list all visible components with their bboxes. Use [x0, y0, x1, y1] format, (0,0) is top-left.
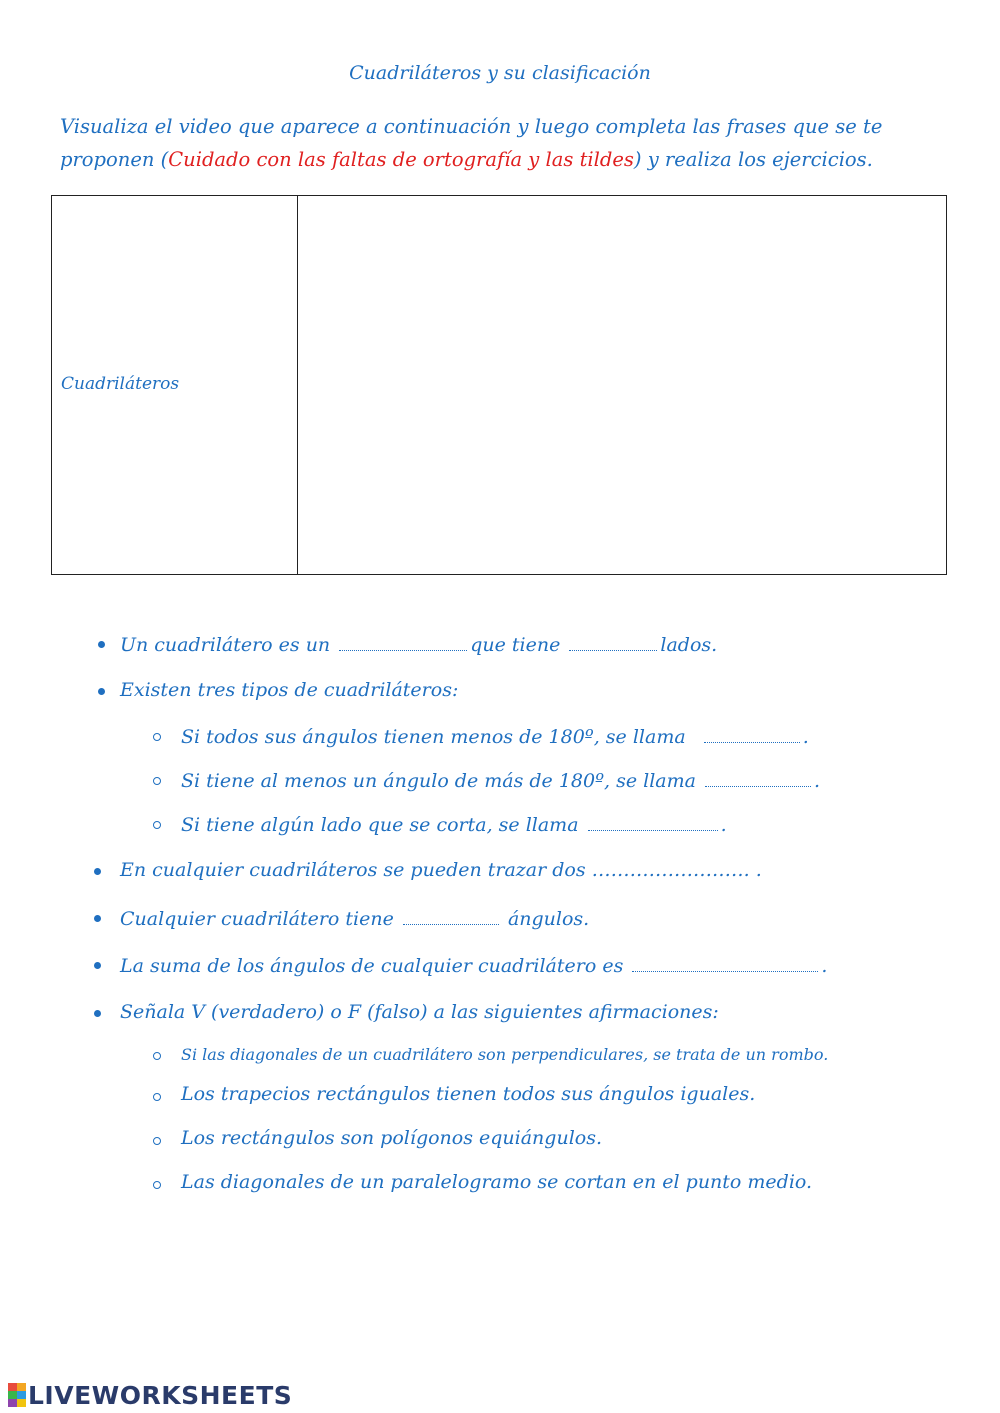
answer-blank-angles[interactable]	[403, 906, 499, 925]
sentence-text: .	[814, 770, 821, 792]
table-label-cell	[52, 196, 298, 574]
liveworksheets-logo	[8, 1381, 292, 1409]
sentence-text: ángulos.	[507, 908, 590, 930]
sentence-concave	[181, 768, 820, 792]
bullet-icon	[94, 962, 101, 969]
liveworksheets-logo-icon	[8, 1383, 26, 1407]
liveworksheets-brand: LIVEWORKSHEETS	[28, 1380, 293, 1410]
sentence-true-false: Señala V (verdadero) o F (falso) a las siguientes afirmaciones:	[120, 1001, 719, 1023]
sentence-angle-sum	[120, 953, 827, 977]
circle-bullet-icon	[153, 733, 161, 741]
sentence-text: Si todos sus ángulos tienen menos de 180º, se llama	[181, 726, 686, 748]
sentence-text: que tiene	[470, 634, 561, 656]
table-label: Cuadriláteros	[61, 374, 180, 394]
sentence-text: Si tiene al menos un ángulo de más de 180º, se llama	[181, 770, 696, 792]
instructions-warning: Cuidado con las faltas de ortografía y las tildes	[168, 148, 634, 171]
sentence-convex	[181, 724, 809, 748]
sentence-text: .	[802, 726, 809, 748]
sentence-text: Un cuadrilátero es un	[120, 634, 331, 656]
answer-blank-concave[interactable]	[705, 768, 811, 787]
sentence-crossed	[181, 812, 727, 836]
answer-blank-angle-sum[interactable]	[632, 953, 818, 972]
sentence-text: La suma de los ángulos de cualquier cuadrilátero es	[120, 955, 624, 977]
video-table	[51, 195, 947, 575]
sentence-text: .	[720, 814, 727, 836]
statement-2[interactable]: Los trapecios rectángulos tienen todos sus ángulos iguales.	[181, 1083, 756, 1105]
instructions-text-1: Visualiza el video que aparece a continuación y luego completa las frases que se te proponen (	[60, 115, 883, 171]
bullet-icon	[94, 868, 101, 875]
circle-bullet-icon	[153, 1052, 161, 1060]
sentence-angles	[120, 906, 589, 930]
bullet-icon	[98, 641, 105, 648]
sentence-types: Existen tres tipos de cuadriláteros:	[120, 679, 459, 701]
instructions-text-2: ) y realiza los ejercicios.	[633, 148, 873, 171]
circle-bullet-icon	[153, 777, 161, 785]
circle-bullet-icon	[153, 821, 161, 829]
answer-blank-convex[interactable]	[704, 724, 800, 743]
bullet-icon	[94, 915, 101, 922]
sentence-text: .	[821, 955, 828, 977]
page-title: Cuadriláteros y su clasificación	[349, 62, 651, 84]
statement-3[interactable]: Los rectángulos son polígonos equiángulos.	[181, 1127, 602, 1149]
video-embed-area[interactable]	[298, 196, 946, 574]
answer-blank-definition[interactable]	[339, 632, 467, 651]
circle-bullet-icon	[153, 1137, 161, 1145]
answer-blank-crossed[interactable]	[588, 812, 718, 831]
circle-bullet-icon	[153, 1093, 161, 1101]
instructions	[60, 110, 940, 176]
sentence-definition	[120, 632, 717, 656]
statement-4[interactable]: Las diagonales de un paralelogramo se cortan en el punto medio.	[181, 1171, 813, 1193]
bullet-icon	[94, 1010, 101, 1017]
sentence-text: Si tiene algún lado que se corta, se llama	[181, 814, 579, 836]
circle-bullet-icon	[153, 1181, 161, 1189]
sentence-text: lados.	[660, 634, 718, 656]
answer-blank-sides[interactable]	[569, 632, 657, 651]
bullet-icon	[98, 688, 105, 695]
sentence-text: Cualquier cuadrilátero tiene	[120, 908, 394, 930]
sentence-diagonals[interactable]: En cualquier cuadriláteros se pueden trazar dos ……………………. .	[120, 859, 762, 881]
statement-1[interactable]: Si las diagonales de un cuadrilátero son perpendiculares, se trata de un rombo.	[181, 1045, 829, 1064]
